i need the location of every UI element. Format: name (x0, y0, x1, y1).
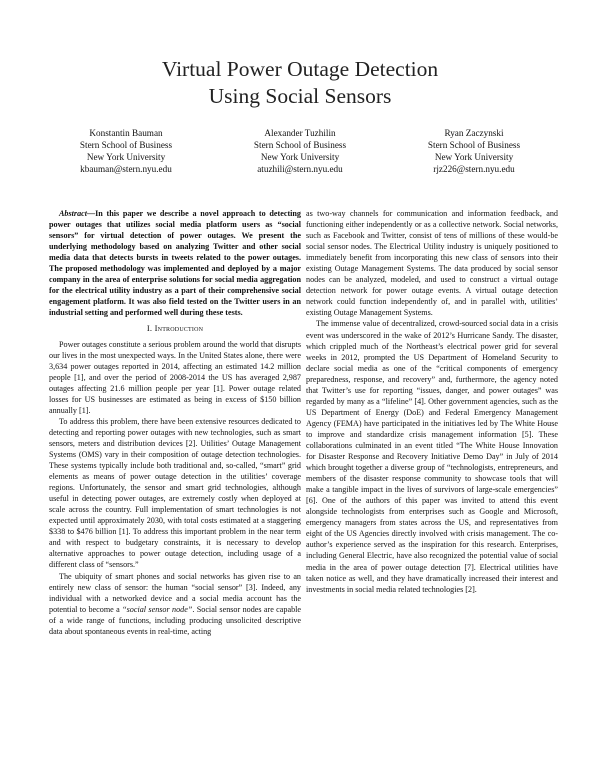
paper-title (0, 56, 600, 110)
left-column (49, 208, 301, 637)
abstract (49, 208, 301, 318)
author-university: New York University (86, 152, 166, 162)
author-name: Alexander Tuzhilin (264, 128, 336, 138)
author-2 (220, 127, 380, 175)
intro-paragraph-3-start: The ubiquity of smart phones and social networks has given rise to an entirely new class of sensor: the human “social sensor” [3]. Indeed, any individual with a networked device and a social media account has the potential to become a (49, 571, 301, 614)
author-university: New York University (260, 152, 340, 162)
author-email: atuzhili@stern.nyu.edu (257, 164, 343, 174)
right-column (306, 208, 558, 595)
author-name: Konstantin Bauman (89, 128, 163, 138)
author-name: Ryan Zaczynski (444, 128, 504, 138)
abstract-text: —In this paper we describe a novel approach to detecting power outages that utilizes social media platform users as “social sensors” for virtual detection of power outages. We present the underlying methodology based on analyzing Twitter and other social media data that detects bursts in tweets related to the power outages. The proposed methodology was implemented and deployed by a major company in the area of enterprise solutions for social media aggregation for the electrical utility industry as a part of their comprehensive social engagement platform. It was also field tested on the Twitter users in an industrial setting and performed well during these tests. (49, 209, 301, 318)
author-3 (394, 127, 554, 175)
intro-paragraph-3-emphasis: “social sensor node” (122, 604, 193, 614)
author-university: New York University (434, 152, 514, 162)
intro-paragraph-3-continued: as two-way channels for communication and information feedback, and functioning either independently or as a collective network. Social networks, such as Facebook and Twitter, consist of tens of millions of these would-be social sensor nodes. The Electrical Utility industry is uniquely positioned to immediately benefit from incorporating this new class of sensors into their existing Outage Management Systems. The data produced by social sensor nodes can be analyzed, modeled, and used to construct a virtual outage detection network for power outage events. A virtual outage detection network could function independently of, and in parallel with, utilities’ existing Outage Management Systems. (306, 209, 558, 318)
author-affiliation: Stern School of Business (253, 140, 347, 150)
intro-paragraph-1: Power outages constitute a serious problem around the world that disrupts our lives in the most unexpected ways. In the United States alone, there were 3,634 power outages reported in 2014, affecting an estimated 14.2 million people [1], and over the period of 2008-2014 the US has averaged 2,987 outages affecting 21.6 million people per year [1]. Power outage related losses for US businesses are estimated as being in excess of $150 billion annually [1]. (49, 339, 301, 415)
title-line-1: Virtual Power Outage Detection (161, 57, 439, 81)
author-affiliation: Stern School of Business (427, 140, 521, 150)
intro-paragraph-4: The immense value of decentralized, crowd-sourced social data in a crisis event was underscored in the wake of 2012’s Hurricane Sandy. The disaster, which crippled much of the Northeast’s electrical power grid for several weeks in 2012, prompted the US Department of Homeland Security to declare social media as one of the “critical components of emergency preparedness, response, and recovery” and, furthermore, the agency noted that Twitter’s use for reporting “issues, danger, and power outages” was regarded by many as a “lifeline” [4]. Other government agencies, such as the US Department of Energy (DoE) and Federal Emergency Management Agency (FEMA) have participated in the initiatives led by The White House to improve and standardize crisis management information [5]. These collaborations culminated in an event titled “The White House Innovation for Disaster Response and Recovery Initiative Demo Day” in July of 2014 which brought together a diverse group of “technologists, entrepreneurs, and members of the disaster response community to showcase tools that will make a tangible impact in the lives of survivors of large-scale emergencies” [6]. One of the authors of this paper was invited to attend this event alongside technologists from enterprises such as Google and Microsoft, emergency managers from states across the US, and representatives from eight of the US Agencies directly involved with crisis management. The co-author’s experience served as the inspiration for this research. Enterprises, including General Electric, have also recognized the potential value of social media in the area of power outage detection [7]. Electrical utilities have taken notice as well, and they have dramatically increased their interest and investments in social media related technologies [2]. (306, 319, 558, 594)
intro-paragraph-2: To address this problem, there have been extensive resources dedicated to detecting and reporting power outages with new technologies, such as smart sensors, meters and distribution devices [2]. Utilities’ Outage Management Systems (OMS) vary in their composition of outage detection technologies. These systems typically include both traditional and, so-called, “smart” grid elements as means of power outage detection in the utilities’ coverage regions. Unfortunately, the sensor and smart grid technologies, although useful in detecting power outages, are extremely costly when deployed at scale across the country. Full implementation of smart technologies is not expected until approximately 2030, with total costs estimated at a staggering $338 to $476 billion [1]. To address this important problem in the near term and with respect to budgetary constraints, it is necessary to develop alternative approaches to power outage detection, including usage of a different class of “sensors.” (49, 416, 301, 570)
section-number: I. (146, 323, 153, 334)
intro-paragraph-3-end: . Social sensor nodes are capable of a wide range of functions, including producing unsolicited descriptive data about spontaneous events in real-time, acting (49, 604, 301, 636)
section-title: Introduction (154, 323, 204, 334)
title-line-2: Using Social Sensors (208, 84, 392, 108)
author-email: kbauman@stern.nyu.edu (80, 164, 172, 174)
author-affiliation: Stern School of Business (79, 140, 173, 150)
section-heading (49, 323, 301, 334)
author-email: rjz226@stern.nyu.edu (433, 164, 515, 174)
author-block (46, 127, 554, 175)
abstract-lead: Abstract (59, 209, 87, 218)
intro-paragraph-3 (49, 571, 301, 637)
author-1 (46, 127, 206, 175)
